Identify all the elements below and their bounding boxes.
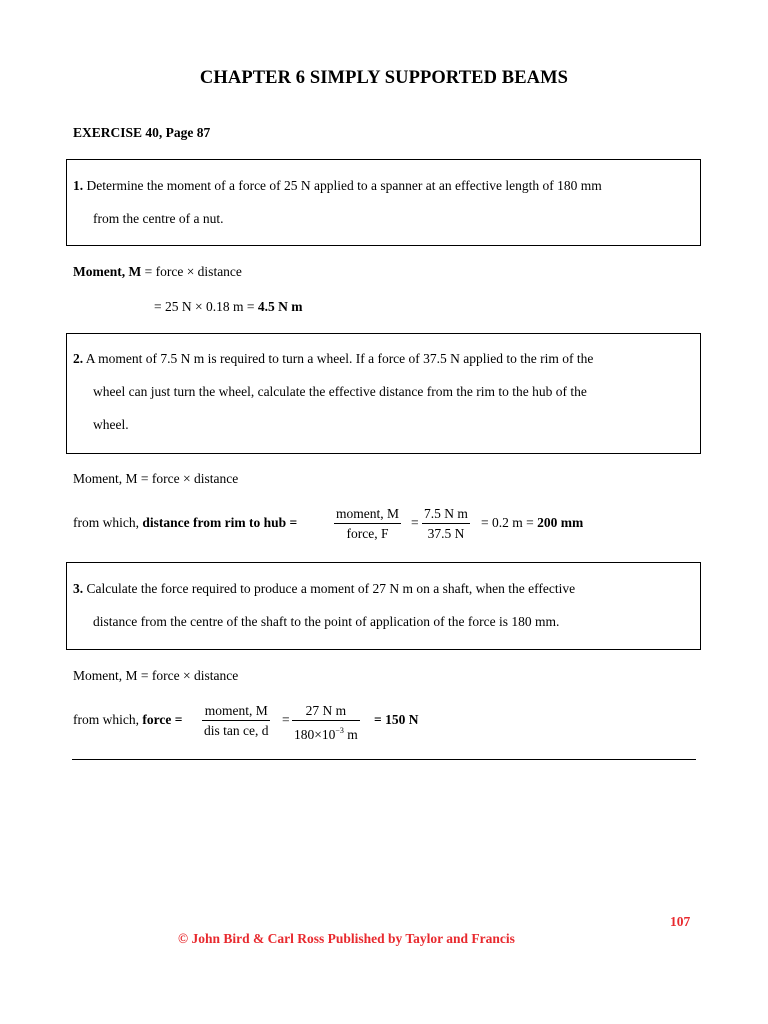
answer-prefix: from which, xyxy=(73,712,143,727)
answer-2-line-2 xyxy=(73,515,297,531)
exercise-heading: EXERCISE 40, Page 87 xyxy=(73,125,211,140)
question-text: Calculate the force required to produce a moment of 27 N m on a shaft, when the effective xyxy=(86,581,576,596)
denominator-base: 180×10 xyxy=(294,727,336,742)
denominator-exponent: −3 xyxy=(335,726,344,735)
answer-label: Moment, M xyxy=(73,264,142,279)
question-3-line-1 xyxy=(73,581,575,597)
question-2-line-1 xyxy=(73,351,593,367)
question-number: 2. xyxy=(73,351,84,366)
copyright-footer: © John Bird & Carl Ross Published by Taylor and Francis xyxy=(178,931,515,946)
answer-calc: = 0.2 m = xyxy=(481,515,538,530)
question-2-line-3: wheel. xyxy=(93,417,129,432)
fraction-denominator: dis tan ce, d xyxy=(204,723,269,738)
answer-1-line-1 xyxy=(73,264,242,280)
question-3-line-2: distance from the centre of the shaft to the point of application of the force is 180 mm. xyxy=(93,614,560,629)
fraction-numerator: 27 N m xyxy=(292,702,360,721)
denominator-unit: m xyxy=(343,727,358,742)
equals-sign: = xyxy=(411,515,419,530)
answer-2-result-line xyxy=(481,515,583,531)
fraction-numerator: moment, M xyxy=(202,702,270,721)
question-2-line-2: wheel can just turn the wheel, calculate the effective distance from the rim to the hub of the xyxy=(93,384,587,399)
answer-3-line-1: Moment, M = force × distance xyxy=(73,668,239,683)
question-1-box xyxy=(66,159,701,246)
answer-bold: force = xyxy=(142,712,183,727)
question-1-line-2: from the centre of a nut. xyxy=(93,211,224,226)
answer-prefix: from which, xyxy=(73,515,143,530)
page-number: 107 xyxy=(670,914,691,929)
answer-3-line-2 xyxy=(73,712,182,728)
question-1-line-1 xyxy=(73,178,602,194)
fraction-denominator: 37.5 N xyxy=(427,526,465,541)
answer-calc: = 25 N × 0.18 m = xyxy=(154,299,258,314)
answer-text: = force × distance xyxy=(141,264,242,279)
horizontal-rule xyxy=(72,759,696,760)
fraction-moment-over-force xyxy=(334,505,401,542)
question-number: 3. xyxy=(73,581,84,596)
answer-result: = 150 N xyxy=(374,712,419,727)
answer-bold: distance from rim to hub = xyxy=(142,515,298,530)
fraction-denominator: force, F xyxy=(346,526,389,541)
fraction-numerator: 7.5 N m xyxy=(422,505,470,524)
question-number: 1. xyxy=(73,178,84,193)
question-text: Determine the moment of a force of 25 N applied to a spanner at an effective length of 180 mm xyxy=(86,178,602,193)
answer-2-line-1: Moment, M = force × distance xyxy=(73,471,239,486)
answer-1-line-2 xyxy=(154,299,302,315)
answer-result: 4.5 N m xyxy=(257,299,303,314)
fraction-moment-over-distance xyxy=(202,702,270,739)
fraction-denominator xyxy=(292,721,360,743)
answer-result: 200 mm xyxy=(537,515,584,530)
question-text: A moment of 7.5 N m is required to turn a wheel. If a force of 37.5 N applied to the rim of the xyxy=(85,351,594,366)
fraction-numerator: moment, M xyxy=(334,505,401,524)
page-title: CHAPTER 6 SIMPLY SUPPORTED BEAMS xyxy=(199,68,569,88)
question-3-box xyxy=(66,562,701,650)
equals-sign: = xyxy=(282,712,290,727)
fraction-values xyxy=(422,505,470,542)
fraction-values xyxy=(292,702,360,743)
